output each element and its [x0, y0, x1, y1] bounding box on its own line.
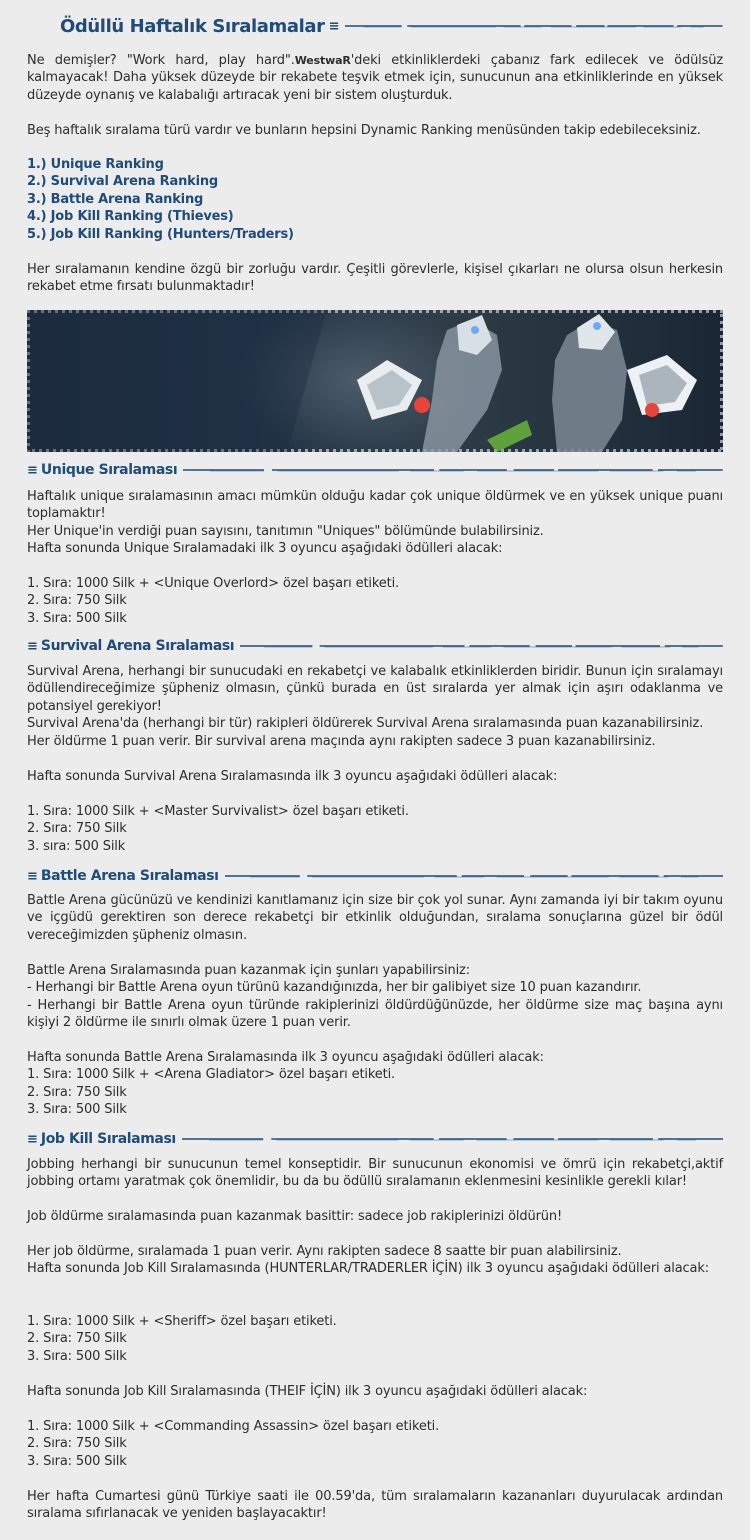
list-item: 4.) Job Kill Ranking (Thieves) [27, 209, 234, 225]
menu-lines-icon: ≡ [27, 868, 38, 884]
battle-text: Battle Arena Sıralamasında puan kazanmak için şunları yapabilirsiniz: [27, 963, 470, 978]
reward-item: 2. Sıra: 750 Silk [27, 593, 127, 609]
battle-text: Hafta sonunda Battle Arena Sıralamasında ilk 3 oyuncu aşağıdaki ödülleri alacak: [27, 1050, 544, 1065]
reward-item: 3. sıra: 500 Silk [27, 838, 126, 854]
battle-text: - Herhangi bir Battle Arena oyun türünde rakiplerinizi öldürdüğünüzde, her öldürme size maç başına aynı kişiyi 2 öldürme ile sınırlı olmak üzere 1 puan verir. [27, 997, 723, 1031]
battle-text: - Herhangi bir Battle Arena oyun türünü kazandığınızda, her bir galibiyet size 10 puan kazandırır. [27, 980, 642, 996]
menu-lines-icon: ≡ [27, 462, 38, 478]
brand-name: WestwaR [294, 54, 351, 67]
unique-title: Unique Sıralaması [40, 462, 178, 478]
list-item: 5.) Job Kill Ranking (Hunters/Traders) [27, 226, 294, 242]
intro-challenge-text: Her sıralamanın kendine özgü bir zorluğu vardır. Çeşitli görevlerle, kişisel çıkarları ne olursa olsun herkesin rekabet etme fırsatı bulunmaktadır! [27, 262, 723, 295]
survival-text: Survival Arena, herhangi bir sunucudaki en rekabetçi ve kalabalık etkinliklerden biridir. Bunun için sıralamayı ödüllendireceğimize şüpheniz olmasın, çünkü burada en üst sıralarda yer almak için aşırı odaklanma ve potansiyel gerekiyor! [27, 664, 723, 714]
intro-text-b: 'deki etkinliklerdeki çabanız fark edilecek ve ödülsüz kalmayacak! Daha yüksek düzeyde bir rekabete teşvik etmek için, sunucunun ana etkinliklerinde en yüksek düzeyde oynanış ve kalabalığı artıracak yeni bir sistem oluşturduk. [27, 53, 724, 103]
survival-text: Her öldürme 1 puan verir. Bir survival arena maçında aynı rakipten sadece 3 puan kazanabilirsiniz. [27, 733, 656, 749]
ranking-list [27, 156, 723, 243]
unique-text: Her Unique'in verdiği puan sayısını, tanıtımın "Uniques" bölümünde bulabilirsiniz. [27, 523, 544, 539]
survival-rewards [27, 803, 723, 855]
swoosh-divider [225, 872, 723, 880]
unique-text: Haftalık unique sıralamasının amacı mümkün olduğu kadar çok unique öldürmek ve en yüksek unique puanı toplamaktır! [27, 489, 723, 522]
battle-body [27, 962, 723, 1032]
swoosh-divider [240, 642, 723, 650]
main-title: Ödüllü Haftalık Sıralamalar [60, 15, 325, 37]
list-item: 3.) Battle Arena Ranking [27, 191, 204, 207]
reward-item: 1. Sıra: 1000 Silk + <Arena Gladiator> özel başarı etiketi. [27, 1067, 396, 1083]
reward-item: 2. Sıra: 750 Silk [27, 821, 127, 837]
jobkill-how: Job öldürme sıralamasında puan kazanmak basittir: sadece job rakiplerinizi öldürün! [27, 1209, 563, 1224]
jobkill-hunter-rewards [27, 1313, 723, 1365]
battle-header [27, 865, 723, 887]
reward-item: 2. Sıra: 750 Silk [27, 1084, 127, 1100]
unique-text: Hafta sonunda Unique Sıralamadaki ilk 3 oyuncu aşağıdaki ödülleri alacak: [27, 541, 503, 557]
swoosh-divider [345, 22, 723, 30]
swoosh-divider [182, 1135, 723, 1143]
battle-title: Battle Arena Sıralaması [40, 868, 219, 884]
reward-item: 1. Sıra: 1000 Silk + <Master Survivalist> özel başarı etiketi. [27, 804, 409, 819]
jobkill-text: Her job öldürme, sıralamada 1 puan verir. Aynı rakipten sadece 8 saatte bir puan alabilirsiniz. [27, 1244, 622, 1259]
jobkill-intro: Jobbing herhangi bir sunucunun temel konseptidir. Bir sunucunun ekonomisi ve ömrü için rekabetçi,aktif jobbing ortamı yaratmak çok önemlidir, bu da bu ödüllü sıralamanın eklenmesini kesinlikle gerekli kılar! [27, 1157, 723, 1190]
battle-rewards [27, 1049, 723, 1119]
jobkill-header [27, 1128, 723, 1150]
survival-summary: Hafta sonunda Survival Arena Sıralamasında ilk 3 oyuncu aşağıdaki ödülleri alacak: [27, 769, 558, 784]
jobkill-thief-rewards [27, 1418, 723, 1470]
swoosh-divider [183, 466, 723, 474]
survival-body [27, 663, 723, 750]
battle-intro: Battle Arena gücünüzü ve kendinizi kanıtlamanız için size bir çok yol sunar. Aynı zamanda iyi bir takım oyunu ve içgüdü gerektiren son derece rekabetçi bir etkinlik olduğundan, sıralama sonuçlarına güzel bir ödül vereceğimizden şüpheniz olmasın. [27, 893, 723, 943]
jobkill-thief-summary: Hafta sonunda Job Kill Sıralamasında (THEIF İÇİN) ilk 3 oyuncu aşağıdaki ödülleri alacak: [27, 1384, 588, 1399]
reward-item: 1. Sıra: 1000 Silk + <Commanding Assassin> özel başarı etiketi. [27, 1419, 440, 1434]
menu-lines-icon: ≡ [27, 638, 38, 654]
intro-rankings-info: Beş haftalık sıralama türü vardır ve bunların hepsini Dynamic Ranking menüsünden takip edebileceksiniz. [27, 123, 701, 138]
jobkill-title: Job Kill Sıralaması [40, 1131, 176, 1147]
reward-item: 1. Sıra: 1000 Silk + <Sheriff> özel başarı etiketi. [27, 1314, 337, 1329]
reward-item: 3. Sıra: 500 Silk [27, 1453, 127, 1469]
reward-item: 3. Sıra: 500 Silk [27, 610, 127, 626]
unique-body [27, 488, 723, 558]
unique-header [27, 459, 723, 481]
characters-banner-image [27, 310, 723, 452]
list-item: 2.) Survival Arena Ranking [27, 174, 218, 190]
reward-item: 2. Sıra: 750 Silk [27, 1331, 127, 1347]
menu-lines-icon: ≡ [27, 1131, 38, 1147]
list-item: 1.) Unique Ranking [27, 157, 164, 172]
survival-title: Survival Arena Sıralaması [40, 638, 235, 654]
intro-paragraph [27, 52, 723, 104]
reward-item: 1. Sıra: 1000 Silk + <Unique Overlord> özel başarı etiketi. [27, 576, 400, 591]
jobkill-body [27, 1243, 723, 1278]
menu-lines-icon: ≡ [328, 18, 340, 34]
reward-item: 2. Sıra: 750 Silk [27, 1436, 127, 1452]
main-header [60, 15, 723, 37]
reward-item: 3. Sıra: 500 Silk [27, 1102, 127, 1118]
reward-item: 3. Sıra: 500 Silk [27, 1348, 127, 1364]
unique-rewards [27, 575, 723, 627]
reset-notice: Her hafta Cumartesi günü Türkiye saati ile 00.59'da, tüm sıralamaların kazananları duyurulacak ardından sıralama sıfırlanacak ve yeniden başlayacaktır! [27, 1489, 723, 1522]
intro-text-a: Ne demişler? "Work hard, play hard". [27, 53, 295, 68]
survival-header [27, 635, 723, 657]
jobkill-text: Hafta sonunda Job Kill Sıralamasında (HUNTERLAR/TRADERLER İÇİN) ilk 3 oyuncu aşağıdaki ödülleri alacak: [27, 1261, 709, 1277]
survival-text: Survival Arena'da (herhangi bir tür) rakipleri öldürerek Survival Arena sıralamasında puan kazanabilirsiniz. [27, 716, 704, 732]
